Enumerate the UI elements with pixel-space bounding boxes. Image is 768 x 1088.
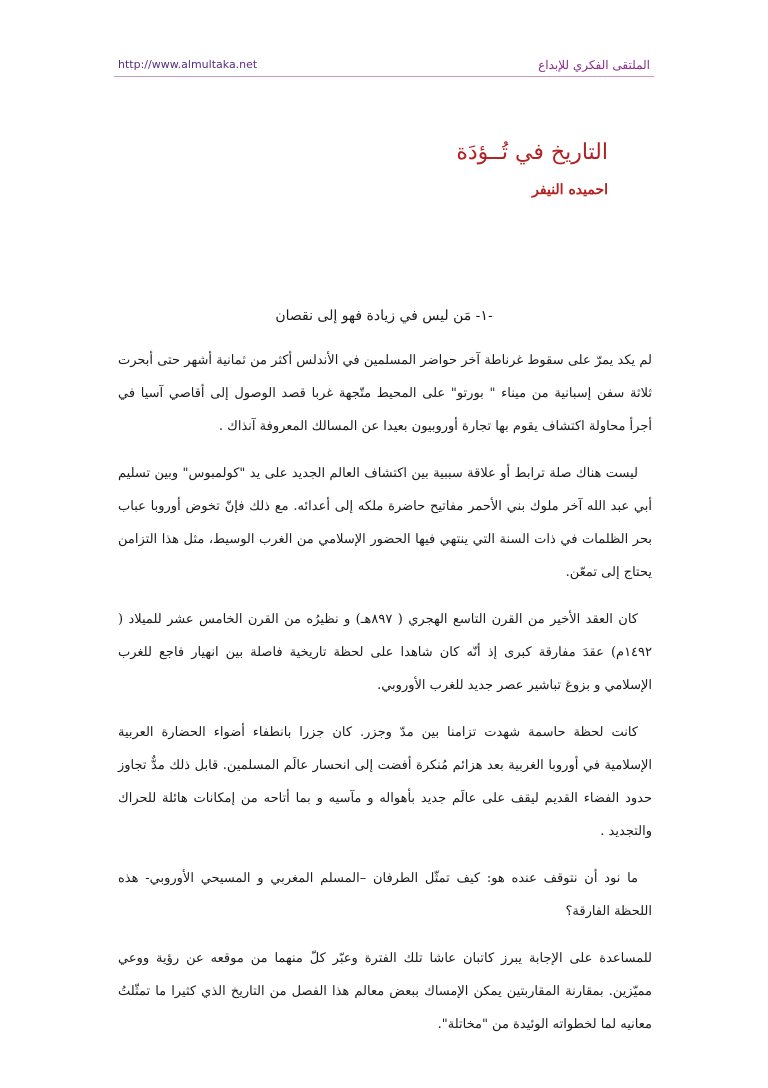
- paragraph: للمساعدة على الإجابة يبرز كاتبان عاشا تلك الفترة وعبّر كلّ منهما من موقعه عن رؤية ووعي مميّزين. بمقارنة المقاربتين يمكن الإمساك ببعض معالم هذا الفصل من التاريخ الذي كثيرا ما تمثّلتُ معانيه لما لخطواته الوئيدة من "مخاتلة".: [118, 951, 652, 1032]
- header-url-link[interactable]: http://www.almultaka.net: [118, 58, 258, 71]
- section-heading: -١- مَن ليس في زيادة فهو إلى نقصان: [275, 308, 493, 324]
- header-forum-name: الملتقى الفكري للإبداع: [538, 58, 650, 72]
- paragraph: كان العقد الأخير من القرن التاسع الهجري ( ٨٩٧هـ) و نظيرُه من القرن الخامس عشر للميلاد ( ١٤٩٢م) عقدَ مفارقة كبرى إذ أنّه كان شاهدا على لحظة تاريخية فاصلة بين انهيار فاجع للغرب الإسلامي و بزوغ تباشير عصر جديد للغرب الأوروبي.: [118, 612, 652, 693]
- paragraph: ما نود أن نتوقف عنده هو: كيف تمثّل الطرفان –المسلم المغربي و المسيحي الأوروبي- هذه اللحظة الفارقة؟: [118, 871, 652, 919]
- paragraph: ليست هناك صلة ترابط أو علاقة سببية بين اكتشاف العالم الجديد على يد "كولمبوس" وبين تسليم أبي عبد الله آخر ملوك بني الأحمر مفاتيح حاضرة ملكه إلى أعدائه. مع ذلك فإنّ تخوض أوروبا عباب بحر الظلمات في ذات السنة التي ينتهي فيها الحضور الإسلامي من الغرب الوسيط، مثل هذا التزامن يحتاج إلى تمعّن.: [118, 466, 652, 580]
- page-header: [118, 58, 650, 76]
- paragraph: لم يكد يمرّ على سقوط غرناطة آخر حواضر المسلمين في الأندلس أكثر من ثمانية أشهر حتى أبحرت ثلاثة سفن إسبانية من ميناء " بورتو" على المحيط متّجهة غربا قصد الوصول إلى أقاصي آسيا في أجرأ محاولة اكتشاف يقوم بها تجارة أوروبيون بعيدا عن المسالك المعروفة آنذاك .: [118, 353, 652, 434]
- article-title: التاريخ في تُــؤدَة: [456, 140, 608, 165]
- header-divider: [114, 76, 654, 77]
- paragraph: كانت لحظة حاسمة شهدت تزامنا بين مدّ وجزر. كان جزرا بانطفاء أضواء الحضارة العربية الإسلامية في أوروبا الغربية بعد هزائم مُنكرة أفضت إلى انحسار عالَم المسلمين. قابل ذلك مدٌّ تجاوز حدود الفضاء القديم ليقف على عالَم جديد بأهواله و مآسيه و بما أتاحه من إمكانات هائلة للحراك والتجديد .: [118, 725, 652, 839]
- article-author: احميده النيفر: [532, 182, 608, 198]
- article-body: [118, 344, 652, 1055]
